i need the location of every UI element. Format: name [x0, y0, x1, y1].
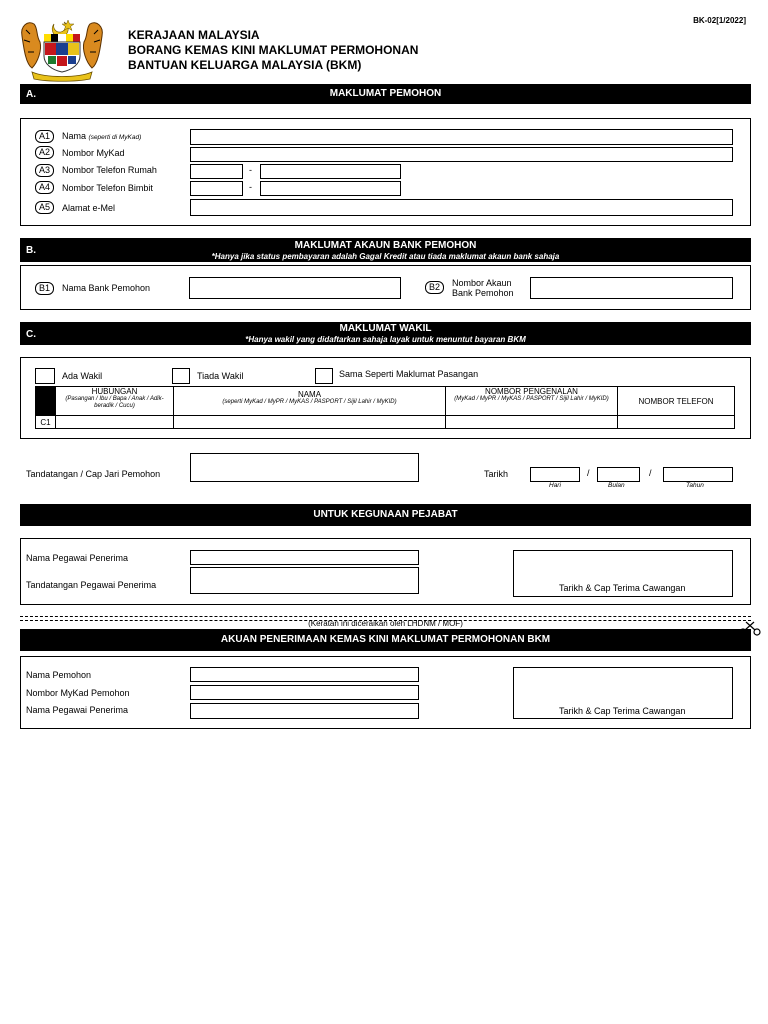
cell-hubungan[interactable]	[56, 416, 174, 429]
home-phone-number-field[interactable]	[260, 164, 401, 179]
section-b-title: MAKLUMAT AKAUN BANK PEMOHON	[294, 240, 477, 251]
office-title: UNTUK KEGUNAAN PEJABAT	[313, 509, 458, 520]
label-nama	[62, 131, 141, 141]
cut-line-1	[20, 616, 751, 617]
section-b-header	[20, 238, 751, 262]
receipt-officer-name-field[interactable]	[190, 703, 419, 719]
label-year: Tahun	[686, 482, 704, 489]
code-a3: A3	[35, 164, 54, 177]
header-nama-title: NAMA	[297, 390, 322, 399]
section-a-header	[20, 84, 751, 104]
cell-nama[interactable]	[174, 416, 446, 429]
label-day: Hari	[549, 482, 561, 489]
receipt-applicant-id-field[interactable]	[190, 685, 419, 700]
account-number-field[interactable]	[530, 277, 733, 299]
receipt-applicant-name-field[interactable]	[190, 667, 419, 682]
label-receipt-applicant-id: Nombor MyKad Pemohon	[26, 688, 130, 698]
code-a2: A2	[35, 146, 54, 159]
section-c-header	[20, 322, 751, 345]
label-email: Alamat e-Mel	[62, 203, 116, 213]
representative-table	[35, 386, 735, 429]
label-bank-name: Nama Bank Pemohon	[62, 283, 151, 293]
officer-name-field[interactable]	[190, 550, 419, 565]
office-stamp-label: Tarikh & Cap Terima Cawangan	[559, 583, 686, 593]
header-nama	[174, 387, 446, 416]
receipt-stamp-label: Tarikh & Cap Terima Cawangan	[559, 706, 686, 716]
applicant-mykad-field[interactable]	[190, 147, 733, 162]
label-sama-pasangan: Sama Seperti Maklumat Pasangan	[339, 369, 479, 379]
section-b-note: *Hanya jika status pembayaran adalah Gagal Kredit atau tiada maklumat akaun bank sahaja	[211, 252, 560, 261]
label-receipt-applicant-name: Nama Pemohon	[26, 670, 92, 680]
cut-note: (Keratan ini diceraikan oleh LHDNM / MOF)	[308, 619, 463, 628]
header-nama-sub: (seperti MyKad / MyPR / MyKAS / PASPORT / Sijil Lahir / MyKID)	[222, 399, 397, 405]
code-a1: A1	[35, 130, 54, 143]
code-a4: A4	[35, 181, 54, 194]
label-home-phone: Nombor Telefon Rumah	[62, 165, 157, 175]
signature-box[interactable]	[190, 453, 419, 482]
label-mobile-phone: Nombor Telefon Bimbit	[62, 183, 153, 193]
home-phone-prefix-field[interactable]	[190, 164, 243, 179]
header-hubungan	[56, 387, 174, 416]
label-account-number-1: Nombor Akaun	[452, 278, 512, 288]
date-sep-1: /	[587, 468, 590, 478]
section-a-letter: A.	[26, 89, 36, 100]
checkbox-sama-pasangan[interactable]	[315, 368, 333, 384]
label-nama-hint: (seperti di MyKad)	[88, 134, 142, 141]
receipt-header	[20, 629, 751, 651]
label-account-number-2: Bank Pemohon	[452, 288, 514, 298]
email-field[interactable]	[190, 199, 733, 216]
header-pengenalan	[446, 387, 618, 416]
code-a5: A5	[35, 201, 54, 214]
date-month-field[interactable]	[597, 467, 640, 482]
table-row	[36, 416, 735, 429]
header-pengenalan-sub: (MyKad / MyPR / MyKAS / PASPORT / Sijil Lahir / MyKID)	[454, 396, 609, 402]
header-line-2: BORANG KEMAS KINI MAKLUMAT PERMOHONAN	[128, 43, 419, 57]
header-line-1: KERAJAAN MALAYSIA	[128, 28, 260, 42]
date-sep-2: /	[649, 468, 652, 478]
applicant-name-field[interactable]	[190, 129, 733, 145]
label-nama-text: Nama	[62, 131, 87, 141]
form-code: BK-02[1/2022]	[693, 16, 746, 25]
bank-name-field[interactable]	[189, 277, 401, 299]
section-b-letter: B.	[26, 245, 36, 256]
header-hubungan-title: HUBUNGAN	[91, 387, 138, 396]
table-header-row	[36, 387, 735, 416]
code-b1: B1	[35, 282, 54, 295]
checkbox-tiada-wakil[interactable]	[172, 368, 190, 384]
header-telefon	[618, 387, 735, 416]
checkbox-ada-wakil[interactable]	[35, 368, 55, 384]
section-a-title: MAKLUMAT PEMOHON	[329, 88, 442, 99]
label-tiada-wakil: Tiada Wakil	[197, 371, 244, 381]
section-c-title: MAKLUMAT WAKIL	[339, 323, 432, 334]
coat-of-arms-logo	[18, 16, 106, 82]
cell-pengenalan[interactable]	[446, 416, 618, 429]
office-header	[20, 504, 751, 526]
label-mykad: Nombor MyKad	[62, 148, 125, 158]
label-month: Bulan	[608, 482, 625, 489]
header-line-3: BANTUAN KELUARGA MALAYSIA (BKM)	[128, 58, 362, 72]
section-c-note: *Hanya wakil yang didaftarkan sahaja layak untuk menuntut bayaran BKM	[245, 335, 526, 344]
home-phone-dash: -	[249, 165, 252, 175]
mobile-phone-dash: -	[249, 182, 252, 192]
row-code-c1: C1	[36, 416, 56, 429]
receipt-title: AKUAN PENERIMAAN KEMAS KINI MAKLUMAT PERMOHONAN BKM	[220, 634, 551, 645]
header-hubungan-sub: (Pasangan / Ibu / Bapa / Anak / Adik-beradik / Cucu)	[65, 396, 164, 409]
officer-signature-box[interactable]	[190, 567, 419, 594]
label-officer-signature: Tandatangan Pegawai Penerima	[26, 580, 157, 590]
table-corner-cell	[36, 387, 56, 416]
mobile-phone-prefix-field[interactable]	[190, 181, 243, 196]
header-telefon-title: NOMBOR TELEFON	[638, 396, 714, 406]
label-receipt-officer-name: Nama Pegawai Penerima	[26, 705, 129, 715]
label-date: Tarikh	[484, 469, 509, 479]
label-ada-wakil: Ada Wakil	[62, 371, 103, 381]
code-b2: B2	[425, 281, 444, 294]
header-pengenalan-title: NOMBOR PENGENALAN	[485, 387, 578, 396]
section-c-letter: C.	[26, 329, 36, 340]
date-year-field[interactable]	[663, 467, 733, 482]
cell-telefon[interactable]	[618, 416, 735, 429]
label-signature: Tandatangan / Cap Jari Pemohon	[26, 469, 161, 479]
mobile-phone-number-field[interactable]	[260, 181, 401, 196]
date-day-field[interactable]	[530, 467, 580, 482]
label-officer-name: Nama Pegawai Penerima	[26, 553, 129, 563]
